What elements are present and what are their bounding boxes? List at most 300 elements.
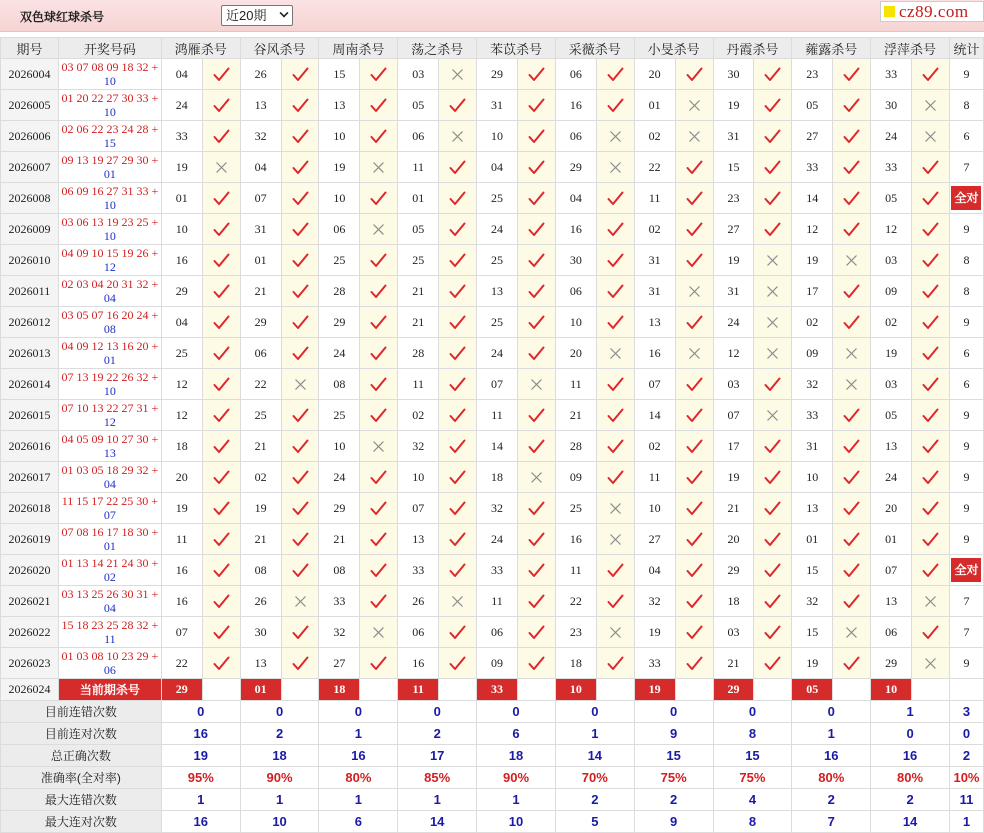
cross-icon — [596, 152, 634, 183]
check-icon — [912, 59, 950, 90]
check-icon — [202, 555, 240, 586]
check-icon — [754, 183, 792, 214]
red-balls: 01 13 14 21 24 30 + — [61, 556, 159, 570]
check-icon — [675, 245, 713, 276]
current-kill-number: 19 — [634, 679, 675, 701]
summary-value: 2 — [871, 789, 950, 811]
check-icon — [675, 400, 713, 431]
kill-number: 24 — [477, 214, 518, 245]
check-icon — [360, 400, 398, 431]
summary-value: 10 — [477, 811, 556, 833]
check-icon — [912, 152, 950, 183]
check-icon — [439, 276, 477, 307]
check-icon — [281, 152, 319, 183]
kill-number: 29 — [477, 59, 518, 90]
check-icon — [360, 648, 398, 679]
check-icon — [281, 307, 319, 338]
kill-number: 25 — [240, 400, 281, 431]
check-icon — [517, 59, 555, 90]
check-icon — [675, 617, 713, 648]
table-row — [1, 183, 984, 214]
kill-number: 11 — [477, 586, 518, 617]
kill-number: 31 — [713, 121, 754, 152]
kill-number: 09 — [477, 648, 518, 679]
kill-number: 06 — [240, 338, 281, 369]
red-balls: 04 05 09 10 27 30 + — [61, 432, 159, 446]
issue-number: 2026011 — [1, 276, 59, 307]
kill-number: 32 — [319, 617, 360, 648]
kill-number: 33 — [871, 59, 912, 90]
col-header-expert: 周南杀号 — [319, 38, 398, 59]
kill-number: 14 — [477, 431, 518, 462]
summary-value: 1 — [240, 789, 319, 811]
blue-ball: 01 — [103, 539, 116, 553]
check-icon — [517, 586, 555, 617]
check-icon — [281, 648, 319, 679]
current-kill-number: 10 — [871, 679, 912, 701]
cross-icon — [754, 307, 792, 338]
summary-value: 70% — [555, 767, 634, 789]
kill-number: 16 — [555, 214, 596, 245]
check-icon — [596, 648, 634, 679]
kill-number: 13 — [792, 493, 833, 524]
kill-number: 11 — [398, 369, 439, 400]
table-body — [1, 59, 984, 833]
draw-numbers — [58, 245, 161, 276]
blue-ball: 06 — [103, 663, 116, 677]
check-icon — [202, 59, 240, 90]
check-icon — [517, 524, 555, 555]
check-icon — [754, 524, 792, 555]
check-icon — [281, 493, 319, 524]
current-kill-number: 11 — [398, 679, 439, 701]
check-icon — [596, 183, 634, 214]
kill-number: 33 — [792, 152, 833, 183]
kill-number: 25 — [477, 245, 518, 276]
check-icon — [202, 121, 240, 152]
kill-number: 19 — [161, 493, 202, 524]
kill-number: 05 — [398, 214, 439, 245]
kill-number: 11 — [555, 555, 596, 586]
kill-number: 28 — [319, 276, 360, 307]
check-icon — [202, 245, 240, 276]
summary-label: 最大连对次数 — [1, 811, 162, 833]
kill-number: 17 — [792, 276, 833, 307]
kill-number: 31 — [713, 276, 754, 307]
check-icon — [360, 245, 398, 276]
issue-number: 2026019 — [1, 524, 59, 555]
table-row — [1, 400, 984, 431]
check-icon — [439, 400, 477, 431]
kill-number: 32 — [792, 586, 833, 617]
check-icon — [360, 338, 398, 369]
kill-number: 14 — [634, 400, 675, 431]
check-icon — [281, 555, 319, 586]
col-header-expert: 苯苡杀号 — [477, 38, 556, 59]
table-row — [1, 555, 984, 586]
summary-value: 9 — [634, 723, 713, 745]
kill-number: 13 — [477, 276, 518, 307]
blue-ball: 08 — [103, 322, 116, 336]
kill-number: 31 — [477, 90, 518, 121]
check-icon — [281, 121, 319, 152]
summary-value: 16 — [319, 745, 398, 767]
kill-number: 22 — [161, 648, 202, 679]
kill-number: 24 — [319, 462, 360, 493]
check-icon — [833, 276, 871, 307]
kill-number: 27 — [792, 121, 833, 152]
kill-number: 06 — [477, 617, 518, 648]
check-icon — [596, 431, 634, 462]
check-icon — [517, 431, 555, 462]
summary-value: 19 — [161, 745, 240, 767]
kill-number: 04 — [240, 152, 281, 183]
kill-number: 12 — [161, 400, 202, 431]
kill-number: 29 — [555, 152, 596, 183]
kill-number: 21 — [398, 276, 439, 307]
kill-number: 25 — [319, 245, 360, 276]
summary-row — [1, 789, 984, 811]
kill-number: 33 — [319, 586, 360, 617]
kill-number: 02 — [634, 431, 675, 462]
summary-value: 0 — [634, 701, 713, 723]
summary-stat: 10% — [949, 767, 983, 789]
table-row — [1, 369, 984, 400]
summary-value: 7 — [792, 811, 871, 833]
summary-row — [1, 723, 984, 745]
issue-number: 2026004 — [1, 59, 59, 90]
check-icon — [281, 617, 319, 648]
summary-value: 0 — [240, 701, 319, 723]
summary-value: 10 — [240, 811, 319, 833]
kill-number: 24 — [713, 307, 754, 338]
table-row — [1, 617, 984, 648]
check-icon — [517, 245, 555, 276]
check-icon — [360, 462, 398, 493]
check-icon — [596, 245, 634, 276]
summary-value: 2 — [398, 723, 477, 745]
kill-number: 05 — [871, 400, 912, 431]
issue-number: 2026012 — [1, 307, 59, 338]
blue-ball: 12 — [103, 260, 116, 274]
check-icon — [675, 648, 713, 679]
draw-numbers — [58, 617, 161, 648]
kill-number: 16 — [161, 245, 202, 276]
kill-number: 03 — [713, 617, 754, 648]
kill-number: 04 — [555, 183, 596, 214]
kill-number: 33 — [398, 555, 439, 586]
kill-number: 01 — [792, 524, 833, 555]
check-icon — [439, 369, 477, 400]
kill-number: 24 — [477, 338, 518, 369]
kill-number: 23 — [555, 617, 596, 648]
kill-number: 20 — [555, 338, 596, 369]
check-icon — [439, 307, 477, 338]
row-stat: 7 — [949, 152, 983, 183]
current-kill-spacer — [754, 679, 792, 701]
col-header-expert: 小旻杀号 — [634, 38, 713, 59]
cross-icon — [675, 276, 713, 307]
row-stat: 8 — [949, 90, 983, 121]
kill-number: 15 — [319, 59, 360, 90]
kill-number: 08 — [319, 369, 360, 400]
check-icon — [517, 555, 555, 586]
red-balls: 03 07 08 09 18 32 + — [61, 60, 159, 74]
kill-number: 02 — [398, 400, 439, 431]
kill-number: 06 — [398, 121, 439, 152]
kill-number: 21 — [555, 400, 596, 431]
check-icon — [596, 369, 634, 400]
check-icon — [912, 493, 950, 524]
kill-number: 07 — [871, 555, 912, 586]
draw-numbers — [58, 276, 161, 307]
blue-ball: 10 — [103, 384, 116, 398]
row-stat: 8 — [949, 245, 983, 276]
kill-number: 21 — [240, 524, 281, 555]
summary-value: 17 — [398, 745, 477, 767]
check-icon — [202, 493, 240, 524]
summary-value: 6 — [319, 811, 398, 833]
check-icon — [439, 183, 477, 214]
check-icon — [833, 493, 871, 524]
kill-number: 29 — [161, 276, 202, 307]
kill-number: 21 — [240, 276, 281, 307]
summary-label: 最大连错次数 — [1, 789, 162, 811]
kill-number: 28 — [398, 338, 439, 369]
cross-icon — [754, 338, 792, 369]
summary-value: 18 — [477, 745, 556, 767]
blue-ball: 11 — [104, 632, 116, 646]
summary-value: 75% — [634, 767, 713, 789]
draw-numbers — [58, 493, 161, 524]
cross-icon — [675, 90, 713, 121]
check-icon — [912, 524, 950, 555]
check-icon — [517, 648, 555, 679]
check-icon — [281, 276, 319, 307]
kill-number: 07 — [240, 183, 281, 214]
summary-stat: 3 — [949, 701, 983, 723]
issue-number: 2026018 — [1, 493, 59, 524]
check-icon — [439, 245, 477, 276]
summary-value: 14 — [398, 811, 477, 833]
kill-number: 07 — [398, 493, 439, 524]
check-icon — [202, 617, 240, 648]
summary-value: 0 — [871, 723, 950, 745]
kill-number: 23 — [713, 183, 754, 214]
current-kill-spacer — [675, 679, 713, 701]
current-kill-number: 05 — [792, 679, 833, 701]
cross-icon — [202, 152, 240, 183]
blue-ball: 10 — [103, 74, 116, 88]
kill-number: 13 — [240, 648, 281, 679]
check-icon — [202, 524, 240, 555]
kill-number: 11 — [634, 183, 675, 214]
summary-value: 1 — [398, 789, 477, 811]
check-icon — [754, 214, 792, 245]
kill-number: 02 — [240, 462, 281, 493]
kill-number: 09 — [871, 276, 912, 307]
kill-number-table — [0, 37, 984, 833]
cross-icon — [360, 431, 398, 462]
all-correct-badge: 全对 — [951, 558, 981, 582]
blue-ball: 04 — [103, 291, 116, 305]
summary-value: 8 — [713, 723, 792, 745]
row-stat: 6 — [949, 121, 983, 152]
check-icon — [202, 183, 240, 214]
kill-number: 03 — [871, 245, 912, 276]
check-icon — [833, 648, 871, 679]
col-header-expert: 荡之杀号 — [398, 38, 477, 59]
kill-number: 33 — [792, 400, 833, 431]
page-title: 双色球红球杀号 — [20, 10, 105, 24]
summary-label: 目前连对次数 — [1, 723, 162, 745]
site-logo[interactable] — [880, 1, 984, 22]
blue-ball: 10 — [103, 105, 116, 119]
check-icon — [517, 152, 555, 183]
current-issue-number: 2026024 — [1, 679, 59, 701]
kill-number: 26 — [240, 586, 281, 617]
check-icon — [281, 524, 319, 555]
kill-number: 04 — [161, 307, 202, 338]
kill-number: 10 — [319, 431, 360, 462]
cross-icon — [912, 648, 950, 679]
chevron-down-icon — [279, 8, 288, 17]
red-balls: 03 05 07 16 20 24 + — [61, 308, 159, 322]
blue-ball: 10 — [103, 229, 116, 243]
summary-value: 5 — [555, 811, 634, 833]
summary-value: 1 — [871, 701, 950, 723]
summary-label: 准确率(全对率) — [1, 767, 162, 789]
blue-ball: 01 — [103, 353, 116, 367]
check-icon — [833, 214, 871, 245]
kill-number: 08 — [319, 555, 360, 586]
kill-number: 21 — [713, 648, 754, 679]
check-icon — [360, 555, 398, 586]
row-stat — [949, 183, 983, 214]
kill-number: 05 — [871, 183, 912, 214]
check-icon — [833, 431, 871, 462]
kill-number: 19 — [713, 245, 754, 276]
kill-number: 02 — [634, 214, 675, 245]
kill-number: 06 — [398, 617, 439, 648]
kill-number: 12 — [792, 214, 833, 245]
summary-row — [1, 745, 984, 767]
logo-text: cz89.com — [899, 2, 969, 21]
current-kill-spacer — [439, 679, 477, 701]
issue-number: 2026017 — [1, 462, 59, 493]
kill-number: 24 — [161, 90, 202, 121]
summary-value: 95% — [161, 767, 240, 789]
kill-number: 13 — [319, 90, 360, 121]
check-icon — [202, 586, 240, 617]
check-icon — [439, 90, 477, 121]
kill-number: 10 — [319, 183, 360, 214]
cross-icon — [912, 121, 950, 152]
check-icon — [596, 276, 634, 307]
check-icon — [596, 59, 634, 90]
period-select[interactable] — [221, 5, 293, 26]
kill-number: 29 — [713, 555, 754, 586]
kill-number: 33 — [477, 555, 518, 586]
check-icon — [202, 462, 240, 493]
kill-number: 13 — [240, 90, 281, 121]
check-icon — [833, 586, 871, 617]
draw-numbers — [58, 524, 161, 555]
draw-numbers — [58, 121, 161, 152]
issue-number: 2026022 — [1, 617, 59, 648]
kill-number: 11 — [477, 400, 518, 431]
table-row — [1, 648, 984, 679]
issue-number: 2026007 — [1, 152, 59, 183]
cross-icon — [517, 462, 555, 493]
row-stat: 7 — [949, 586, 983, 617]
top-bar — [0, 0, 984, 32]
red-balls: 01 03 05 18 29 32 + — [61, 463, 159, 477]
summary-value: 16 — [871, 745, 950, 767]
cross-icon — [833, 338, 871, 369]
col-header-expert: 浮萍杀号 — [871, 38, 950, 59]
check-icon — [912, 369, 950, 400]
kill-number: 26 — [398, 586, 439, 617]
kill-number: 21 — [240, 431, 281, 462]
kill-number: 21 — [319, 524, 360, 555]
check-icon — [912, 431, 950, 462]
check-icon — [754, 431, 792, 462]
summary-row — [1, 811, 984, 833]
kill-number: 03 — [398, 59, 439, 90]
kill-number: 12 — [161, 369, 202, 400]
summary-value: 1 — [555, 723, 634, 745]
kill-number: 10 — [161, 214, 202, 245]
summary-row — [1, 701, 984, 723]
check-icon — [439, 214, 477, 245]
check-icon — [360, 493, 398, 524]
check-icon — [439, 555, 477, 586]
check-icon — [360, 276, 398, 307]
kill-number: 11 — [398, 152, 439, 183]
kill-number: 06 — [319, 214, 360, 245]
check-icon — [202, 307, 240, 338]
check-icon — [517, 617, 555, 648]
check-icon — [754, 90, 792, 121]
check-icon — [360, 121, 398, 152]
kill-number: 32 — [792, 369, 833, 400]
kill-number: 24 — [319, 338, 360, 369]
issue-number: 2026020 — [1, 555, 59, 586]
kill-number: 04 — [477, 152, 518, 183]
kill-number: 16 — [161, 586, 202, 617]
blue-ball: 04 — [103, 477, 116, 491]
summary-value: 1 — [319, 789, 398, 811]
kill-number: 19 — [161, 152, 202, 183]
summary-value: 8 — [713, 811, 792, 833]
check-icon — [439, 152, 477, 183]
current-kill-number: 10 — [555, 679, 596, 701]
check-icon — [675, 555, 713, 586]
check-icon — [281, 183, 319, 214]
summary-value: 15 — [634, 745, 713, 767]
draw-numbers — [58, 400, 161, 431]
check-icon — [675, 431, 713, 462]
kill-number: 01 — [240, 245, 281, 276]
table-row — [1, 431, 984, 462]
kill-number: 25 — [319, 400, 360, 431]
summary-value: 90% — [240, 767, 319, 789]
check-icon — [517, 400, 555, 431]
check-icon — [754, 493, 792, 524]
check-icon — [833, 59, 871, 90]
kill-number: 29 — [240, 307, 281, 338]
